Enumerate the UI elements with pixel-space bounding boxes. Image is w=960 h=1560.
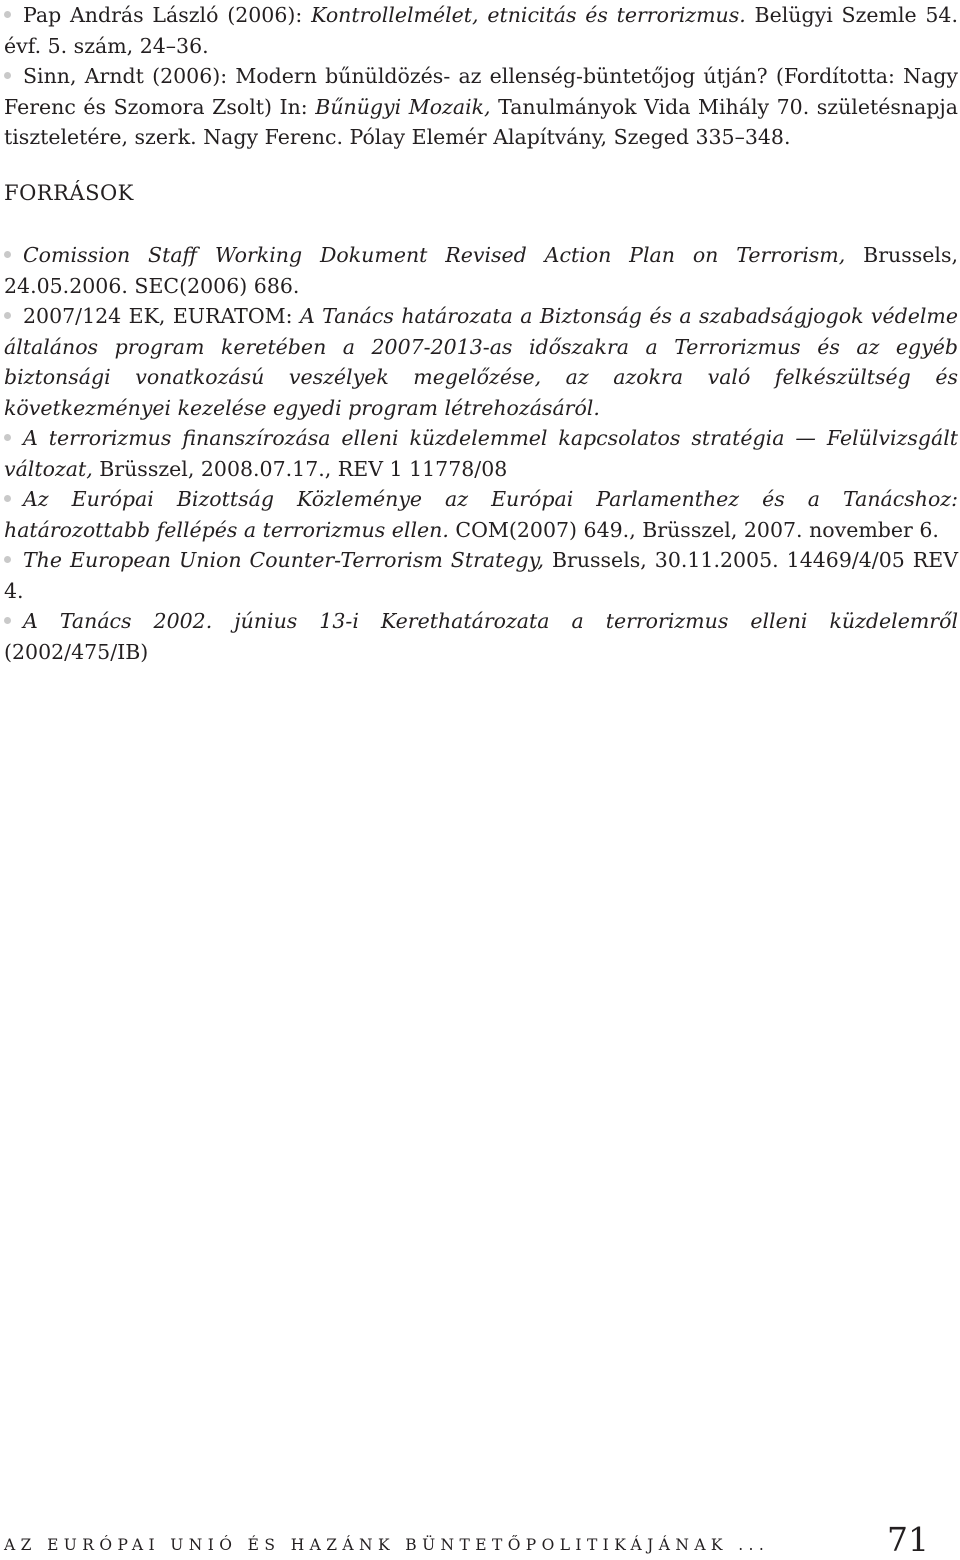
reference-item: Pap András László (2006): Kontrollelmélet, etnicitás és terrorizmus. Belügyi Szemle 54. évf. 5. szám, 24–36. bbox=[4, 3, 958, 58]
source-item: The European Union Counter-Terrorism Strategy, Brussels, 30.11.2005. 14469/4/05 REV 4. bbox=[4, 548, 958, 603]
source-item: 2007/124 EK, EURATOM: A Tanács határozata a Biztonság és a szabadságjogok védelme általános program keretében a 2007-2013-as időszakra a Terrorizmus és az egyéb biztonsági vonatkozású veszélyek megelőzése, az azokra való felkészültség és következményei kezelése egyedi program létrehozásáról. bbox=[4, 304, 958, 420]
bullet-icon bbox=[4, 617, 11, 624]
bullet-icon bbox=[4, 312, 11, 319]
source-item: A terrorizmus finanszírozása elleni küzdelemmel kapcsolatos stratégia — Felülvizsgált változat, Brüsszel, 2008.07.17., REV 1 11778/08 bbox=[4, 426, 958, 481]
bullet-icon bbox=[4, 495, 11, 502]
sources-heading: FORRÁSOK bbox=[4, 181, 134, 205]
bullet-icon bbox=[4, 251, 11, 258]
reference-item: Sinn, Arndt (2006): Modern bűnüldözés- az ellenség-büntetőjog útján? (Fordította: Nagy Ferenc és Szomora Zsolt) In: Bűnügyi Mozaik, Tanulmányok Vida Mihály 70. születésnapja tiszteletére, szerk. Nagy Ferenc. Pólay Elemér Alapítvány, Szeged 335–348. bbox=[4, 64, 958, 149]
running-title: AZ EURÓPAI UNIÓ ÉS HAZÁNK BÜNTETŐPOLITIKÁJÁNAK ... bbox=[4, 1536, 770, 1554]
source-item: A Tanács 2002. június 13-i Kerethatározata a terrorizmus elleni küzdelemről (2002/475/IB) bbox=[4, 609, 958, 664]
bullet-icon bbox=[4, 434, 11, 441]
source-item: Comission Staff Working Dokument Revised Action Plan on Terrorism, Brussels, 24.05.2006. SEC(2006) 686. bbox=[4, 243, 958, 298]
page-number: 71 bbox=[887, 1520, 929, 1559]
page-footer bbox=[4, 1516, 929, 1560]
bullet-icon bbox=[4, 11, 11, 18]
literature-list bbox=[4, 0, 958, 153]
bullet-icon bbox=[4, 556, 11, 563]
sources-section bbox=[4, 240, 958, 667]
bullet-icon bbox=[4, 72, 11, 79]
sources-list bbox=[4, 240, 958, 667]
source-item: Az Európai Bizottság Közleménye az Európai Parlamenthez és a Tanácshoz: határozottabb fellépés a terrorizmus ellen. COM(2007) 649., Brüsszel, 2007. november 6. bbox=[4, 487, 958, 542]
literature-section bbox=[4, 0, 958, 153]
